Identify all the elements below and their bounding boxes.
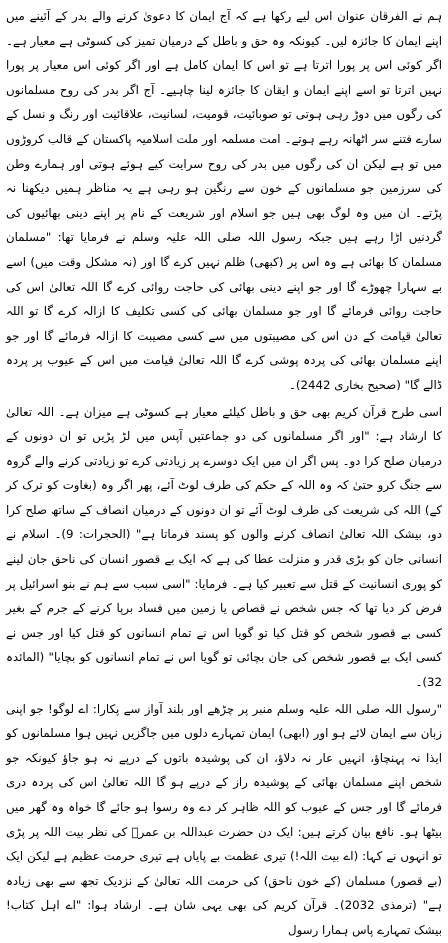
paragraph-hadith-honor: "رسول اللہ صلی اللہ علیہ وسلم منبر پر چڑھے اور بلند آواز سے پکارا: اے لوگو! جو اپنی زبان سے ایمان لائے ہو اور (ابھی) ایمان تمہارے دلوں میں جاگزیں نہیں ہوا مسلمانوں کو ایذا نہ پہنچاؤ، انہیں عار نہ دلاؤ، ان کی پوشیدہ باتوں کے درپے نہ ہو جاؤ کیونکہ جو شخص اپنے مسلمان بھائی کے پوشیدہ راز کے درپے ہو گا اللہ تعالیٰ اس کی پردہ دری فرمائے گا اور جس کے عیوب کو اللہ ظاہر کر دے وہ رسوا ہو جائے گا خواہ وہ گھر میں بیٹھا ہو۔ نافع بیان کرتے ہیں: ایک دن حضرت عبداللہ بن عمرؓ کی نظر بیت اللہ پر پڑی تو انہوں نے کہا: (اے بیت اللہ!) تیری عظمت بے پایاں ہے تیری حرمت عظیم ہے لیکن ایک (بے قصور) مسلمان (کے خون ناحق) کی حرمت اللہ تعالیٰ کے نزدیک تجھ سے بھی زیادہ ہے" (ترمذی 2032)۔ قرآن کریم کی بھی یہی شان ہے۔ ارشاد ہوا: "اے اہل کتاب! بیشک تمہارے پاس ہمارا رسول	[6, 701, 442, 937]
paragraph-intro-badr: ہم نے الفرقان عنوان اس لیے رکھا ہے کہ آج ایمان کا دعویٰ کرنے والے بدر کے آئینے میں اپنے ایمان کا جائزہ لیں۔ کیونکہ وہ حق و باطل کے درمیان تمیز کی کسوٹی ہے معیار ہے۔ اگر کوئی اس پر پورا اترتا ہے تو اس کا ایمان کامل ہے اور اگر کوئی اس معیار پر پورا نہیں اترتا تو اسے اپنے ایمان و ایقان کا جائزہ لینا چاہیے۔ آج اگر بدر کی روح مسلمانوں کی رگوں میں دوڑ رہی ہوتی تو صوبائیت، قومیت، لسانیت، علاقائیت اور رنگ و نسل کے سارے فتنے سر اٹھانہ رہے ہوتے۔ امت مسلمہ اور ملت اسلامیہ پاکستان کے قالب کروڑوں میں تو ہے لیکن ان کی رگوں میں بدر کی روح سرایت کیے ہوئے ہوتی اور ہمارے وطن کی سرزمین جو مسلمانوں کے خون سے رنگین ہو رہی ہے یہ مناظر ہمیں دیکھنا نہ پڑتے۔ ان میں وہ لوگ بھی ہیں جو اسلام اور شریعت کے نام پر اپنے دینی بھائیوں کی گردنیں اڑا رہے ہیں جبکہ رسول اللہ صلی اللہ علیہ وسلم نے فرمایا تھا: "مسلمان مسلمان کا بھائی ہے وہ اس پر (کبھی) ظلم نہیں کرے گا اور (نہ مشکل وقت میں) اسے بے سہارا چھوڑے گا اور جو اپنے دینی بھائی کی حاجت روائی کرے گا اللہ تعالیٰ اس کی حاجت روائی فرمائے گا اور جو مسلمان بھائی کی کسی تکلیف کا ازالہ کرے گا تو اللہ تعالیٰ قیامت کے دن اس کی مصیبتوں میں سے کسی مصیبت کا ازالہ فرمائے گا اور جو اپنے مسلمان بھائی کی پردہ پوشی کرے گا اللہ تعالیٰ قیامت میں اس کے عیوب پر پردہ ڈالے گا" (صحیح بخاری 2442)۔	[6, 9, 442, 392]
paragraph-quran-criterion: اسی طرح قرآن کریم بھی حق و باطل کیلئے معیار ہے کسوٹی ہے میزان ہے۔ اللہ تعالیٰ کا ارشاد ہے: "اور اگر مسلمانوں کی دو جماعتیں آپس میں لڑ پڑیں تو ان دونوں کے درمیان صلح کرا دو۔ پس اگر ان میں ایک دوسرے پر زیادتی کرے تو زیادتی کرنے والے گروہ سے جنگ کرو حتیٰ کہ وہ اللہ کے حکم کی طرف لوٹ آئے، پھر اگر وہ (بغاوت کو ترک کر کے) اللہ کی شریعت کی طرف لوٹ آئے تو ان دونوں کے درمیان انصاف کے ساتھ صلح کرا دو، بیشک اللہ تعالیٰ انصاف کرنے والوں کو پسند فرماتا ہے" (الحجرات: 9)۔ اسلام نے انسانی جان کو بڑی قدر و منزلت عطا کی ہے کہ ایک بے قصور انسان کی ناحق جان لینے کو پوری انسانیت کے قتل سے تعبیر کیا ہے۔ فرمایا: "اسی سبب سے ہم نے بنو اسرائیل پر فرض کر دیا تھا کہ جس شخص نے قصاص یا زمین میں فساد برپا کرنے کے جرم کے بغیر کسی بے قصور شخص کو قتل کیا تو گویا اس نے تمام انسانوں کو قتل کیا اور جس نے کسی ایک بے قصور شخص کی جان بچائی تو گویا اس نے تمام انسانوں کو بچایا" (المائدہ 32)۔	[6, 404, 442, 690]
